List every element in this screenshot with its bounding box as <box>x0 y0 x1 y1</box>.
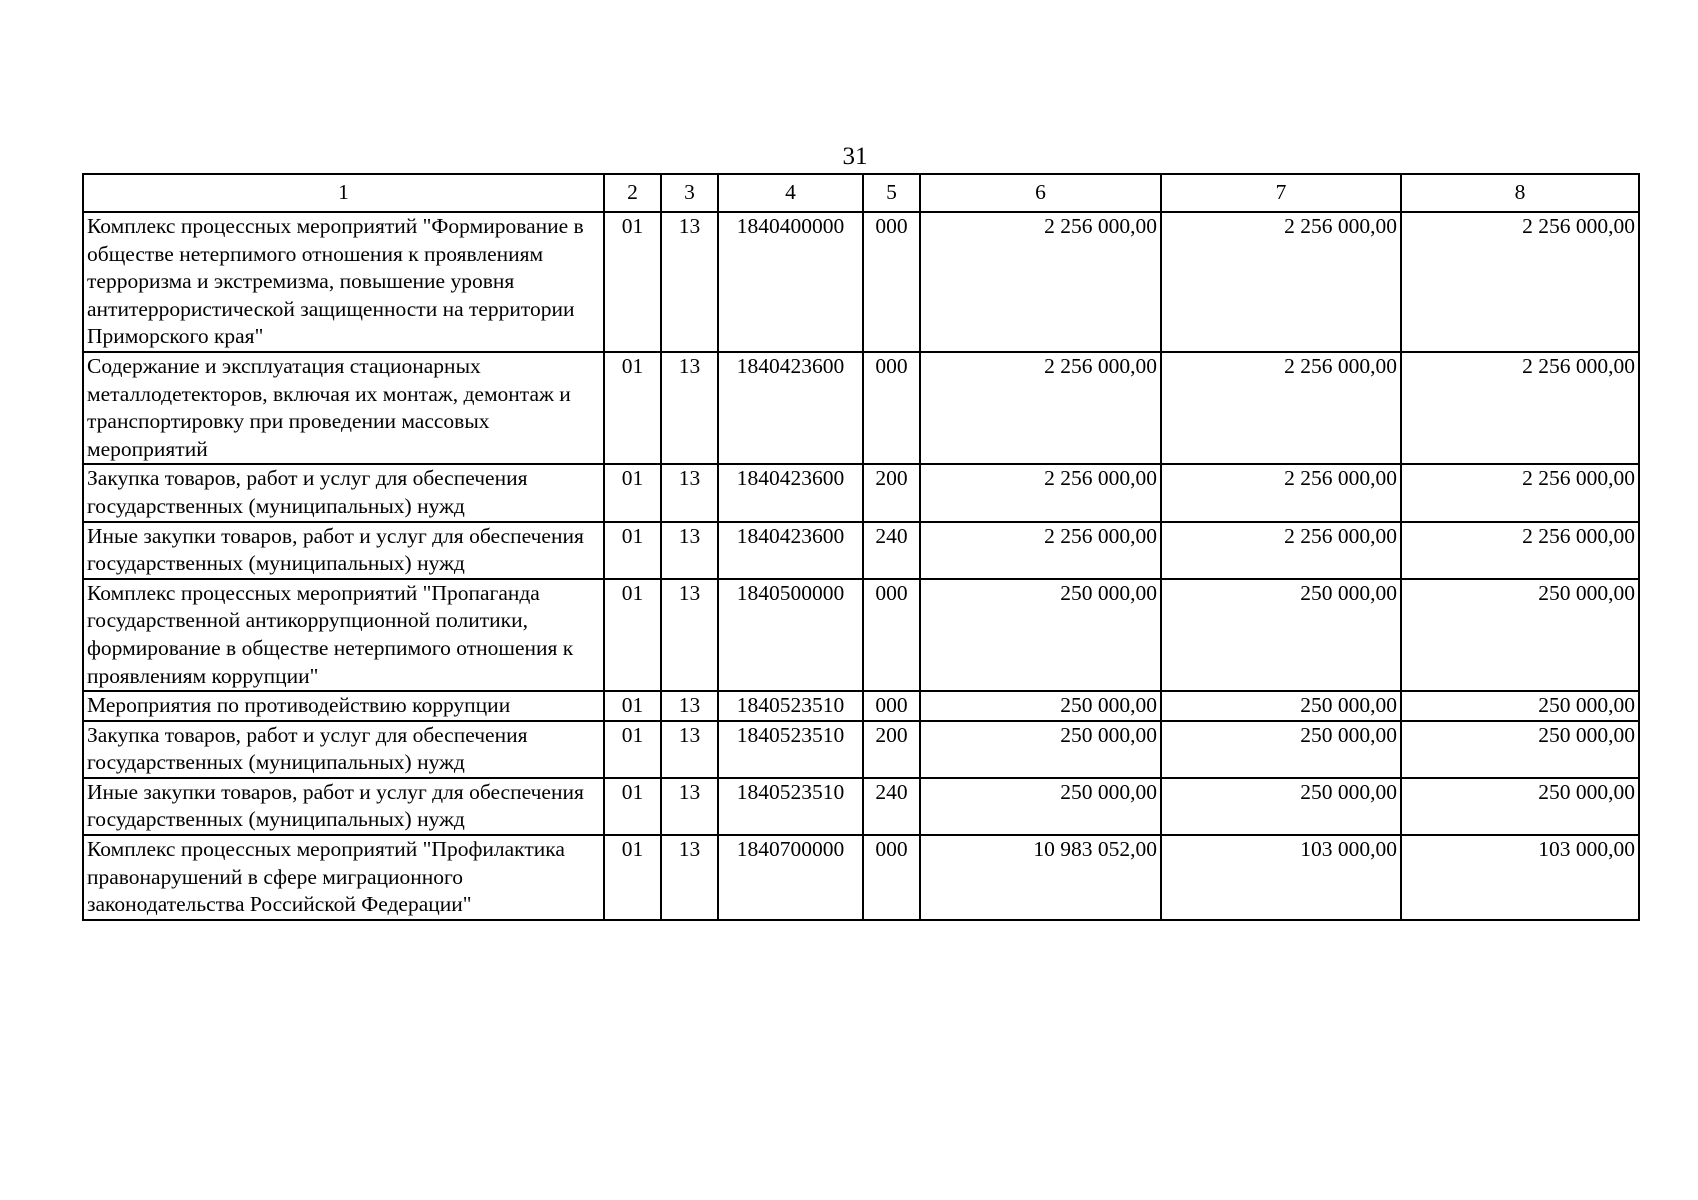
expense-type-code: 200 <box>863 464 920 521</box>
section-code: 01 <box>604 835 661 920</box>
row-name: Содержание и эксплуатация стационарных металлодетекторов, включая их монтаж, демонтаж и транспортировку при проведении массовых мероприятий <box>83 352 604 464</box>
amount-col6: 10 983 052,00 <box>920 835 1161 920</box>
amount-col7: 250 000,00 <box>1161 579 1401 691</box>
subsection-code: 13 <box>661 522 718 579</box>
target-article-code: 1840700000 <box>718 835 863 920</box>
page-number: 31 <box>842 143 868 170</box>
amount-col8: 2 256 000,00 <box>1401 352 1639 464</box>
amount-col8: 250 000,00 <box>1401 691 1639 721</box>
section-code: 01 <box>604 464 661 521</box>
amount-col6: 250 000,00 <box>920 721 1161 778</box>
row-name: Комплекс процессных мероприятий "Формирование в обществе нетерпимого отношения к проявлениям терроризма и экстремизма, повышение уровня антитеррористической защищенности на территории Приморского края" <box>83 212 604 352</box>
subsection-code: 13 <box>661 778 718 835</box>
target-article-code: 1840423600 <box>718 352 863 464</box>
subsection-code: 13 <box>661 691 718 721</box>
amount-col8: 2 256 000,00 <box>1401 522 1639 579</box>
amount-col6: 250 000,00 <box>920 579 1161 691</box>
header-row <box>83 174 1639 212</box>
row-name: Закупка товаров, работ и услуг для обеспечения государственных (муниципальных) нужд <box>83 464 604 521</box>
target-article-code: 1840423600 <box>718 464 863 521</box>
column-header: 5 <box>863 174 920 212</box>
expense-type-code: 200 <box>863 721 920 778</box>
subsection-code: 13 <box>661 212 718 352</box>
expense-type-code: 000 <box>863 691 920 721</box>
amount-col7: 250 000,00 <box>1161 778 1401 835</box>
amount-col8: 2 256 000,00 <box>1401 464 1639 521</box>
target-article-code: 1840523510 <box>718 691 863 721</box>
amount-col6: 2 256 000,00 <box>920 522 1161 579</box>
amount-col7: 2 256 000,00 <box>1161 464 1401 521</box>
column-header: 1 <box>83 174 604 212</box>
amount-col7: 2 256 000,00 <box>1161 352 1401 464</box>
expense-type-code: 000 <box>863 835 920 920</box>
row-name: Комплекс процессных мероприятий "Профилактика правонарушений в сфере миграционного законодательства Российской Федерации" <box>83 835 604 920</box>
row-name: Иные закупки товаров, работ и услуг для обеспечения государственных (муниципальных) нужд <box>83 522 604 579</box>
row-name: Закупка товаров, работ и услуг для обеспечения государственных (муниципальных) нужд <box>83 721 604 778</box>
section-code: 01 <box>604 778 661 835</box>
expense-type-code: 000 <box>863 212 920 352</box>
table-row <box>83 778 1639 835</box>
expense-type-code: 000 <box>863 352 920 464</box>
row-name: Мероприятия по противодействию коррупции <box>83 691 604 721</box>
amount-col7: 103 000,00 <box>1161 835 1401 920</box>
table-row <box>83 579 1639 691</box>
table-row <box>83 691 1639 721</box>
expense-type-code: 240 <box>863 522 920 579</box>
table-row <box>83 522 1639 579</box>
column-header: 7 <box>1161 174 1401 212</box>
table-row <box>83 352 1639 464</box>
section-code: 01 <box>604 522 661 579</box>
target-article-code: 1840423600 <box>718 522 863 579</box>
target-article-code: 1840400000 <box>718 212 863 352</box>
amount-col7: 250 000,00 <box>1161 691 1401 721</box>
section-code: 01 <box>604 212 661 352</box>
table-row <box>83 721 1639 778</box>
section-code: 01 <box>604 352 661 464</box>
subsection-code: 13 <box>661 835 718 920</box>
amount-col6: 2 256 000,00 <box>920 352 1161 464</box>
amount-col8: 250 000,00 <box>1401 579 1639 691</box>
amount-col6: 250 000,00 <box>920 778 1161 835</box>
amount-col8: 250 000,00 <box>1401 778 1639 835</box>
amount-col7: 2 256 000,00 <box>1161 522 1401 579</box>
amount-col6: 2 256 000,00 <box>920 212 1161 352</box>
amount-col7: 2 256 000,00 <box>1161 212 1401 352</box>
table-row <box>83 835 1639 920</box>
amount-col6: 2 256 000,00 <box>920 464 1161 521</box>
table-row <box>83 464 1639 521</box>
subsection-code: 13 <box>661 464 718 521</box>
row-name: Иные закупки товаров, работ и услуг для обеспечения государственных (муниципальных) нужд <box>83 778 604 835</box>
target-article-code: 1840500000 <box>718 579 863 691</box>
target-article-code: 1840523510 <box>718 721 863 778</box>
table-row <box>83 212 1639 352</box>
section-code: 01 <box>604 721 661 778</box>
row-name: Комплекс процессных мероприятий "Пропаганда государственной антикоррупционной политики, формирование в обществе нетерпимого отношения к проявлениям коррупции" <box>83 579 604 691</box>
column-header: 3 <box>661 174 718 212</box>
subsection-code: 13 <box>661 579 718 691</box>
amount-col8: 103 000,00 <box>1401 835 1639 920</box>
column-header: 2 <box>604 174 661 212</box>
expense-type-code: 240 <box>863 778 920 835</box>
target-article-code: 1840523510 <box>718 778 863 835</box>
amount-col8: 2 256 000,00 <box>1401 212 1639 352</box>
amount-col7: 250 000,00 <box>1161 721 1401 778</box>
subsection-code: 13 <box>661 352 718 464</box>
amount-col8: 250 000,00 <box>1401 721 1639 778</box>
subsection-code: 13 <box>661 721 718 778</box>
section-code: 01 <box>604 691 661 721</box>
expense-type-code: 000 <box>863 579 920 691</box>
column-header: 8 <box>1401 174 1639 212</box>
budget-table <box>82 173 1640 921</box>
section-code: 01 <box>604 579 661 691</box>
column-header: 4 <box>718 174 863 212</box>
column-header: 6 <box>920 174 1161 212</box>
amount-col6: 250 000,00 <box>920 691 1161 721</box>
